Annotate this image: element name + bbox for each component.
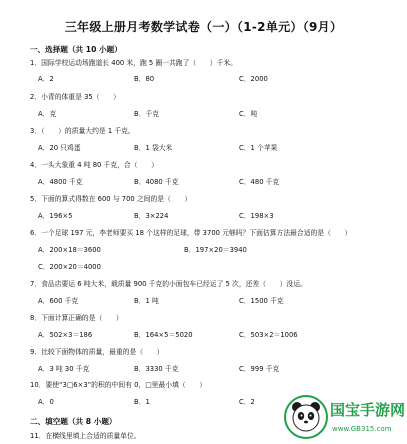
option-6a: A．200×18＝3600 [38,246,101,254]
option-10b: B．1 [134,398,150,406]
option-5c: C．198×3 [239,212,274,220]
option-2c: C．吨 [239,110,258,118]
question-11: 11．在横线里填上合适的质量单位。 [30,432,141,440]
question-7: 7．食品店要运 6 吨大米，载质量 900 千克的小面包车已经运了 5 次，还差（ ）没运。 [30,280,307,288]
section-heading-choice: 一、选择题（共 10 小题） [30,45,122,54]
watermark-url: www.GB315.com [332,425,392,433]
option-4b: B．4080 千克 [134,178,179,186]
panda-logo-icon [284,395,328,439]
option-1c: C．2000 [239,75,268,83]
option-7b: B．1 吨 [134,297,159,305]
option-1b: B．80 [134,75,155,83]
exam-title: 三年级上册月考数学试卷（一）（1-2单元）（9月） [64,20,343,34]
section-heading-fill: 二、填空题（共 8 小题） [30,417,117,426]
question-4: 4．一头大象重 4 吨 80 千克，合（ ） [30,161,158,169]
option-9b: B．3330 千克 [134,365,179,373]
question-2: 2．小青的体重是 35（ ） [30,93,120,101]
question-6: 6．一个足球 197 元，李老师要买 18 个这样的足球，带 3700 元够吗？下面估算方法最合适的是（ ） [30,229,352,237]
option-10c: C．2 [239,398,255,406]
option-8c: C．503×2＝1006 [239,331,298,339]
option-3a: A．20 只鸡蛋 [38,144,81,152]
option-2b: B．千克 [134,110,160,118]
option-6b: B．197×20＝3940 [184,246,247,254]
option-7a: A．600 千克 [38,297,79,305]
option-2a: A．克 [38,110,57,118]
question-10: 10．要使“3□6×3”的积的中间有 0，□里最小填（ ） [30,381,207,389]
option-9a: A．3 吨 30 千克 [38,365,90,373]
option-3b: B．1 袋大米 [134,144,173,152]
option-1a: A．2 [38,75,54,83]
question-8: 8．下面计算正确的是（ ） [30,314,123,322]
question-1: 1．国际学校运动场跑道长 400 米，跑 5 圈一共跑了（ ）千米。 [30,59,237,67]
question-5: 5．下面的算式得数在 600 与 700 之间的是（ ） [30,195,192,203]
option-8b: B．164×5＝5020 [134,331,193,339]
watermark [284,391,407,444]
option-6c: C．200×20＝4000 [38,263,101,271]
option-10a: A．0 [38,398,54,406]
option-5b: B．3×224 [134,212,169,220]
option-3c: C．1 个苹果 [239,144,278,152]
option-4c: C．480 千克 [239,178,280,186]
option-8a: A．502×3＝186 [38,331,93,339]
question-3: 3．（ ）的质量大约是 1 千克。 [30,127,135,135]
option-4a: A．4800 千克 [38,178,83,186]
question-9: 9．比较下面物体的质量，最重的是（ ） [30,348,164,356]
option-9c: C．999 千克 [239,365,280,373]
option-7c: C．1500 千克 [239,297,284,305]
option-5a: A．196×5 [38,212,73,220]
watermark-brand: 国宝手游网 [330,401,406,419]
